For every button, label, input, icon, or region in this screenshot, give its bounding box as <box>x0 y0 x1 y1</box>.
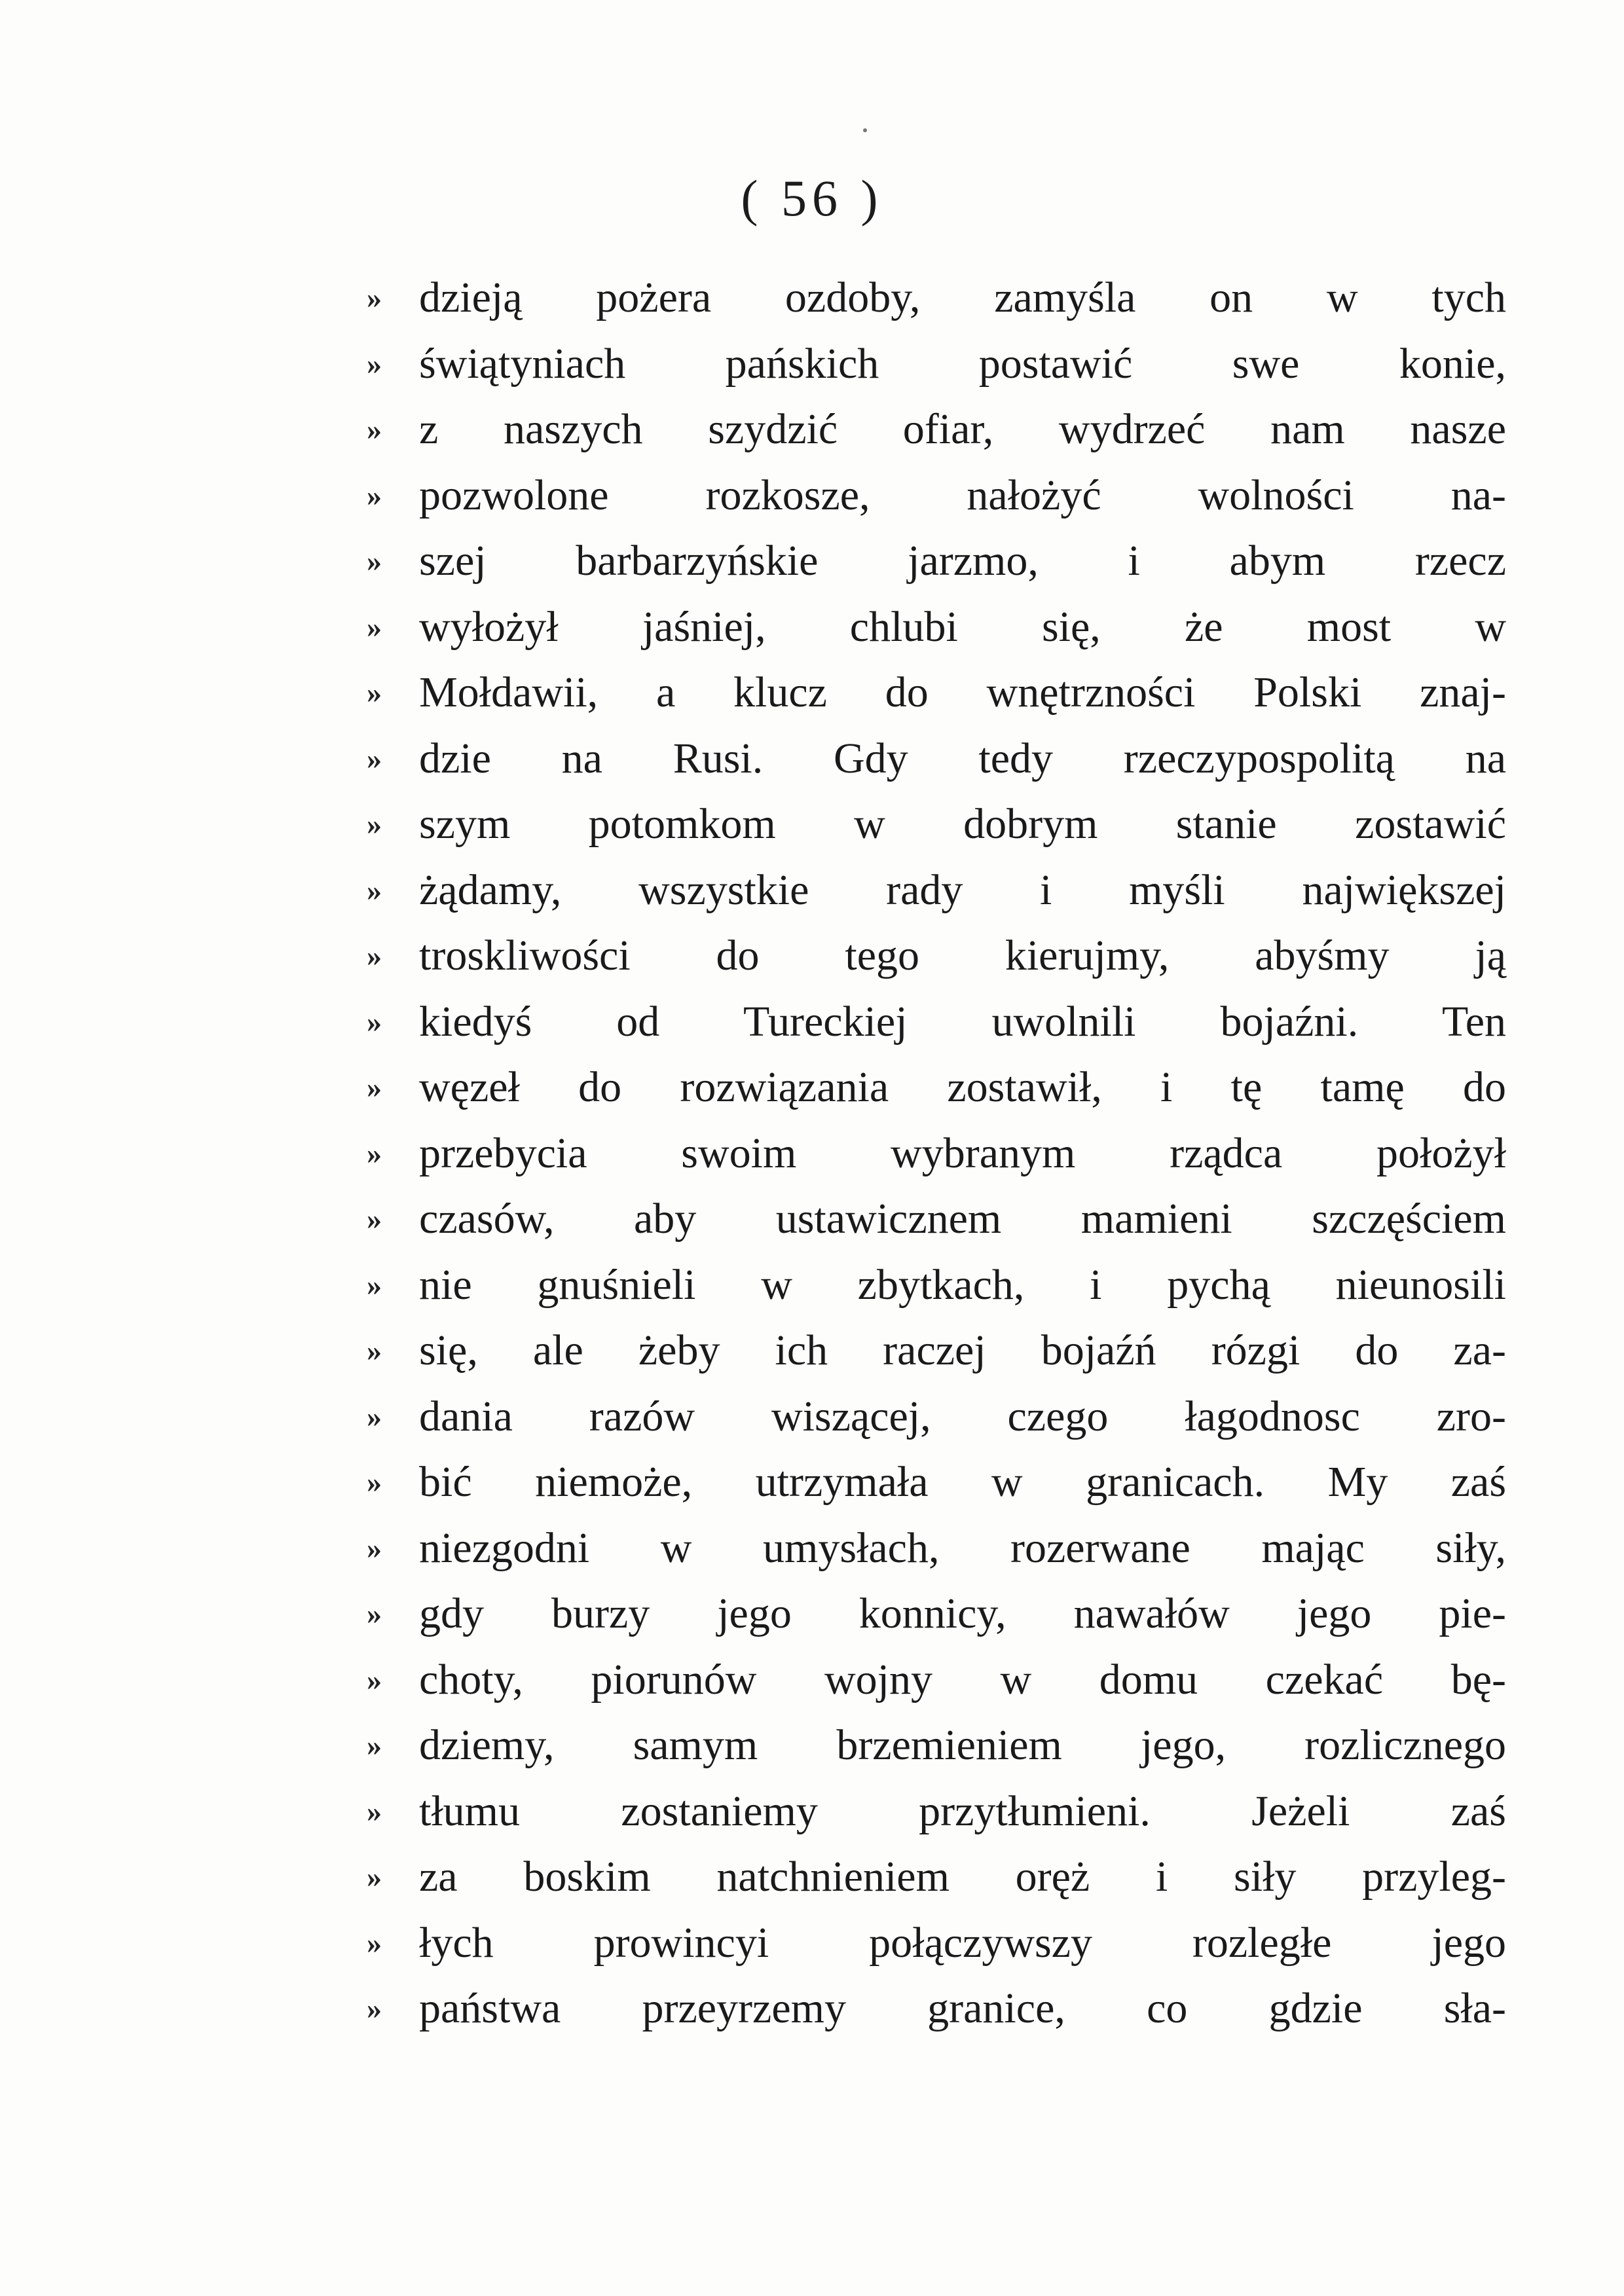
text-line <box>367 1976 1506 2042</box>
text-line <box>367 1581 1506 1647</box>
text-line <box>367 1252 1506 1319</box>
line-text: dania razów wiszącej, czego łagodnosc zro- <box>419 1392 1506 1440</box>
quotation-mark: » <box>367 1597 382 1630</box>
text-line <box>367 1910 1506 1977</box>
line-text: węzeł do rozwiązania zostawił, i tę tamę do <box>419 1063 1506 1111</box>
quotation-mark: » <box>367 478 382 512</box>
quotation-mark: » <box>367 1136 382 1170</box>
line-text: szej barbarzyńskie jarzmo, i abym rzecz <box>419 537 1506 585</box>
line-text: się, ale żeby ich raczej bojaźń rózgi do za- <box>419 1326 1506 1374</box>
text-line <box>367 1121 1506 1187</box>
text-line <box>367 660 1506 726</box>
line-text: szym potomkom w dobrym stanie zostawić <box>419 800 1506 848</box>
quotation-mark: » <box>367 1267 382 1302</box>
text-line <box>367 1713 1506 1779</box>
text-line <box>367 1779 1506 1845</box>
text-line <box>367 1055 1506 1121</box>
line-text: dzie na Rusi. Gdy tedy rzeczypospolitą na <box>419 734 1506 782</box>
line-text: przebycia swoim wybranym rządca położył <box>419 1129 1506 1177</box>
text-line <box>367 923 1506 989</box>
line-text: dziemy, samym brzemieniem jego, rozlicznego <box>419 1721 1506 1769</box>
text-line <box>367 1449 1506 1516</box>
quotation-mark: » <box>367 1794 382 1828</box>
text-line <box>367 594 1506 661</box>
quotation-mark: » <box>367 1992 382 2025</box>
line-text: pozwolone rozkosze, nałożyć wolności na- <box>419 471 1506 519</box>
text-line <box>367 989 1506 1055</box>
line-text: Mołdawii, a klucz do wnętrzności Polski znaj- <box>419 668 1506 716</box>
line-text: dzieją pożera ozdoby, zamyśla on w tych <box>419 274 1506 321</box>
text-line <box>367 1516 1506 1582</box>
line-text: kiedyś od Tureckiej uwolnili bojaźni. Ten <box>419 997 1506 1046</box>
text-line <box>367 397 1506 463</box>
line-text: gdy burzy jego konnicy, nawałów jego pie- <box>419 1590 1506 1637</box>
line-text: państwa przeyrzemy granice, co gdzie sła- <box>419 1984 1506 2032</box>
line-text: wyłożył jaśniej, chlubi się, że most w <box>419 602 1506 651</box>
line-text: za boskim natchnieniem oręż i siły przyleg- <box>419 1853 1506 1901</box>
line-text: nie gnuśnieli w zbytkach, i pychą nieunosili <box>419 1260 1506 1309</box>
text-line <box>367 858 1506 924</box>
text-line <box>367 331 1506 397</box>
line-text: żądamy, wszystkie rady i myśli największej <box>419 866 1506 914</box>
quotation-mark: » <box>367 346 382 380</box>
quotation-mark: » <box>367 1202 382 1235</box>
quotation-mark: » <box>367 1662 382 1696</box>
text-line <box>367 792 1506 858</box>
line-text: tłumu zostaniemy przytłumieni. Jeżeli zaś <box>419 1787 1506 1835</box>
quotation-mark: » <box>367 873 382 907</box>
quotation-mark: » <box>367 1334 382 1367</box>
text-line <box>367 1384 1506 1450</box>
quotation-mark: » <box>367 676 382 709</box>
line-text: z naszych szydzić ofiar, wydrzeć nam nasze <box>419 405 1506 453</box>
quotation-mark: » <box>367 1070 382 1104</box>
quotation-mark: » <box>367 1004 382 1038</box>
line-text: bić niemoże, utrzymała w granicach. My zaś <box>419 1458 1506 1506</box>
text-line <box>367 528 1506 594</box>
quotation-mark: » <box>367 1465 382 1499</box>
text-line <box>367 1318 1506 1384</box>
text-line <box>367 1186 1506 1252</box>
quotation-mark: » <box>367 807 382 841</box>
quotation-mark: » <box>367 1728 382 1762</box>
line-text: czasów, aby ustawicznem mamieni szczęściem <box>419 1195 1506 1243</box>
line-text: niezgodni w umysłach, rozerwane mając siły, <box>419 1523 1506 1572</box>
quotation-mark: » <box>367 544 382 577</box>
line-text: choty, piorunów wojny w domu czekać bę- <box>419 1655 1506 1704</box>
quotation-mark: » <box>367 939 382 972</box>
text-line <box>367 1647 1506 1713</box>
line-text: świątyniach pańskich postawić swe konie, <box>419 339 1506 388</box>
line-text: łych prowincyi połączywszy rozległe jego <box>419 1918 1506 1967</box>
quotation-mark: » <box>367 1531 382 1565</box>
text-line <box>367 1844 1506 1910</box>
quotation-mark: » <box>367 1860 382 1893</box>
line-text: troskliwości do tego kierujmy, abyśmy ją <box>419 932 1506 979</box>
page-number: ( 56 ) <box>741 170 883 227</box>
text-line <box>367 726 1506 792</box>
print-speck <box>863 128 867 132</box>
quotation-mark: » <box>367 741 382 775</box>
quotation-mark: » <box>367 610 382 644</box>
quotation-mark: » <box>367 1399 382 1433</box>
body-text <box>367 265 1506 2042</box>
quotation-mark: » <box>367 412 382 446</box>
quotation-mark: » <box>367 1925 382 1959</box>
text-line <box>367 265 1506 331</box>
text-line <box>367 463 1506 529</box>
quotation-mark: » <box>367 281 382 314</box>
